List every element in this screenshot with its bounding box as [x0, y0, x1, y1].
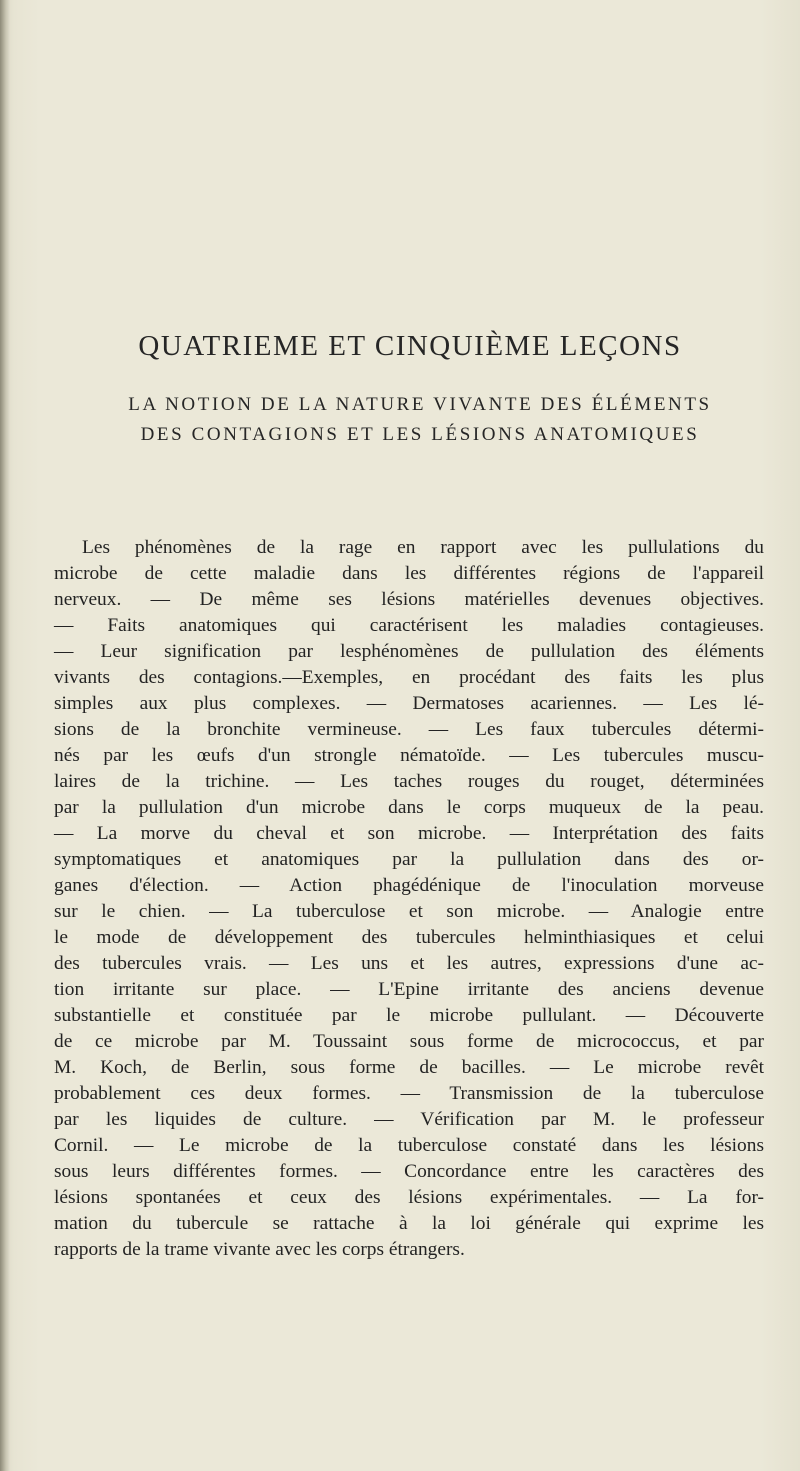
- summary-line: laires de la trichine. — Les taches rouges du rouget, déterminées: [54, 771, 764, 792]
- summary-line: probablement ces deux formes. — Transmission de la tuberculose: [54, 1083, 764, 1104]
- summary-line: Les phénomènes de la rage en rapport avec les pullulations du: [82, 537, 764, 558]
- summary-line: par la pullulation d'un microbe dans le corps muqueux de la peau.: [54, 797, 764, 818]
- summary-line: tion irritante sur place. — L'Epine irritante des anciens devenue: [54, 979, 764, 1000]
- chapter-summary: [54, 535, 764, 1263]
- summary-line: — Faits anatomiques qui caractérisent les maladies contagieuses.: [54, 615, 764, 636]
- chapter-heading: QUATRIEME ET CINQUIÈME LEÇONS: [138, 330, 682, 362]
- chapter-subtitle-line-2: DES CONTAGIONS ET LES LÉSIONS ANATOMIQUES: [140, 424, 700, 445]
- summary-line: ganes d'élection. — Action phagédénique de l'inoculation morveuse: [54, 875, 764, 896]
- summary-line: le mode de développement des tubercules helminthiasiques et celui: [54, 927, 764, 948]
- summary-line: des tubercules vrais. — Les uns et les autres, expressions d'une ac-: [54, 953, 764, 974]
- summary-line: sions de la bronchite vermineuse. — Les faux tubercules détermi-: [54, 719, 764, 740]
- page-spine-shadow: [0, 0, 10, 1471]
- summary-line: rapports de la trame vivante avec les corps étrangers.: [54, 1239, 465, 1260]
- summary-line: — Leur signification par lesphénomènes de pullulation des éléments: [54, 641, 764, 662]
- summary-line: sur le chien. — La tuberculose et son microbe. — Analogie entre: [54, 901, 764, 922]
- summary-line: M. Koch, de Berlin, sous forme de bacilles. — Le microbe revêt: [54, 1057, 764, 1078]
- summary-line: nés par les œufs d'un strongle nématoïde. — Les tubercules muscu-: [54, 745, 764, 766]
- summary-line: nerveux. — De même ses lésions matérielles devenues objectives.: [54, 589, 764, 610]
- summary-line: symptomatiques et anatomiques par la pullulation dans des or-: [54, 849, 764, 870]
- summary-line: — La morve du cheval et son microbe. — Interprétation des faits: [54, 823, 764, 844]
- chapter-subtitle-line-1: LA NOTION DE LA NATURE VIVANTE DES ÉLÉMENTS: [128, 394, 712, 415]
- summary-line: substantielle et constituée par le microbe pullulant. — Découverte: [54, 1005, 764, 1026]
- summary-line: mation du tubercule se rattache à la loi générale qui exprime les: [54, 1213, 764, 1234]
- summary-line: sous leurs différentes formes. — Concordance entre les caractères des: [54, 1161, 764, 1182]
- summary-line: par les liquides de culture. — Vérification par M. le professeur: [54, 1109, 764, 1130]
- summary-line: microbe de cette maladie dans les différentes régions de l'appareil: [54, 563, 764, 584]
- summary-line: Cornil. — Le microbe de la tuberculose constaté dans les lésions: [54, 1135, 764, 1156]
- summary-line: simples aux plus complexes. — Dermatoses acariennes. — Les lé-: [54, 693, 764, 714]
- summary-line: vivants des contagions.—Exemples, en procédant des faits les plus: [54, 667, 764, 688]
- summary-line: lésions spontanées et ceux des lésions expérimentales. — La for-: [54, 1187, 764, 1208]
- summary-line: de ce microbe par M. Toussaint sous forme de micrococcus, et par: [54, 1031, 764, 1052]
